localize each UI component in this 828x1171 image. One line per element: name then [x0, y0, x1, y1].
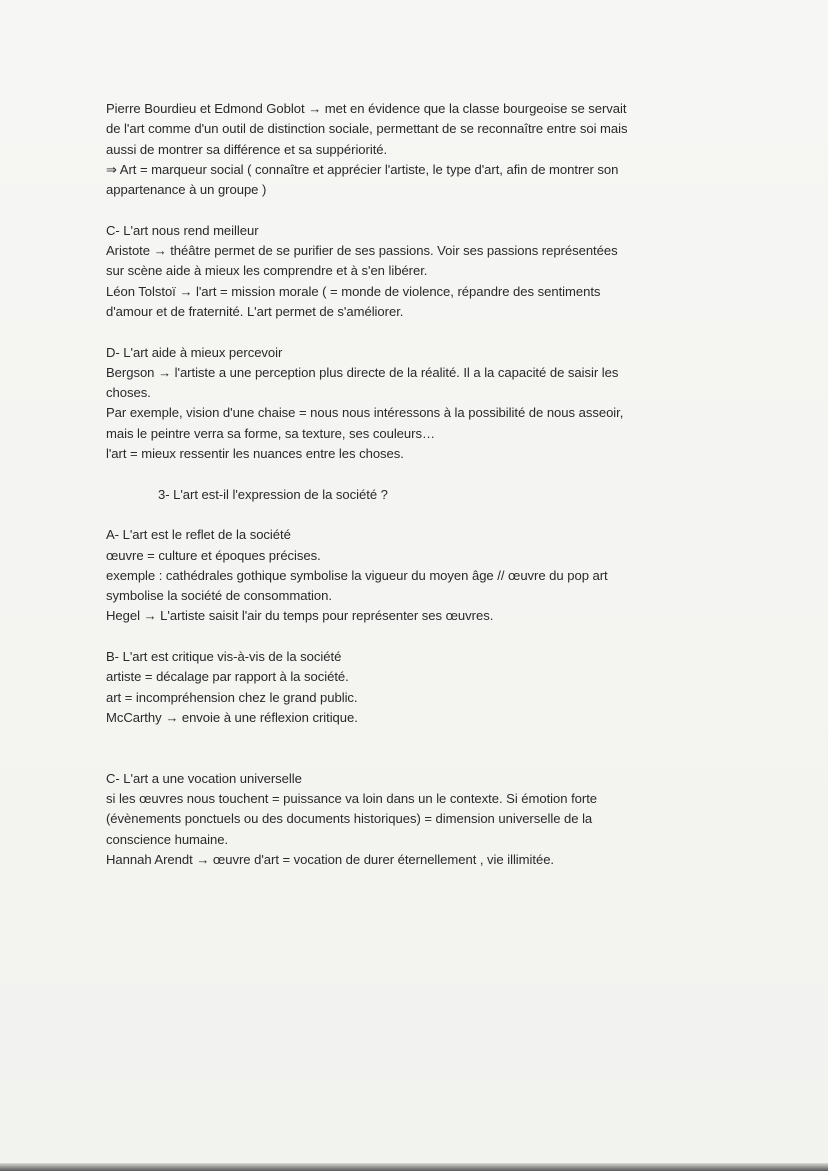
section-heading: C- L'art nous rend meilleur: [106, 222, 259, 238]
text-line: de l'art comme d'un outil de distinction sociale, permettant de se reconnaître entre soi mais: [106, 121, 628, 137]
text-line: d'amour et de fraternité. L'art permet de s'améliorer.: [106, 303, 404, 319]
text-line: McCarthy → envoie à une réflexion critique.: [106, 709, 358, 725]
text-line: Aristote → théâtre permet de se purifier de ses passions. Voir ses passions représentées: [106, 243, 618, 259]
text-line: mais le peintre verra sa forme, sa texture, ses couleurs…: [106, 425, 435, 441]
text-line: Pierre Bourdieu et Edmond Goblot → met en évidence que la classe bourgeoise se servait: [106, 101, 627, 116]
section-heading: A- L'art est le reflet de la société: [106, 527, 291, 543]
section-art-percevoir: [106, 343, 746, 465]
section-critique-societe: [106, 647, 746, 728]
text-line: si les œuvres nous touchent = puissance va loin dans un le contexte. Si émotion forte: [106, 791, 598, 807]
text-line: art = incompréhension chez le grand public.: [106, 689, 358, 705]
spacer: [106, 464, 746, 484]
text-line: ⇒ Art = marqueur social ( connaître et apprécier l'artiste, le type d'art, afin de montrer son: [106, 161, 619, 177]
text-line: Bergson → l'artiste a une perception plus directe de la réalité. Il a la capacité de saisir les: [106, 364, 619, 380]
section-heading: D- L'art aide à mieux percevoir: [106, 344, 283, 360]
text-line: sur scène aide à mieux les comprendre et à s'en libérer.: [106, 263, 428, 279]
text-line: symbolise la société de consommation.: [106, 588, 332, 604]
text-line: l'art = mieux ressentir les nuances entre les choses.: [106, 446, 404, 462]
section-reflet-societe: [106, 525, 746, 626]
page-content: [106, 99, 746, 870]
text-line: œuvre = culture et époques précises.: [106, 547, 321, 563]
text-line: (évènements ponctuels ou des documents historiques) = dimension universelle de la: [106, 811, 593, 827]
text-line: appartenance à un groupe ): [106, 182, 267, 198]
intro-paragraph: [106, 99, 746, 200]
text-line: Hegel → L'artiste saisit l'air du temps pour représenter ses œuvres.: [106, 608, 494, 624]
section-heading: C- L'art a une vocation universelle: [106, 770, 302, 786]
section-art-rend-meilleur: [106, 221, 746, 322]
text-line: exemple : cathédrales gothique symbolise la vigueur du moyen âge // œuvre du pop art: [106, 567, 608, 583]
text-line: Hannah Arendt → œuvre d'art = vocation de durer éternellement , vie illimitée.: [106, 851, 555, 867]
part-heading-3: [106, 485, 746, 505]
part-heading: 3- L'art est-il l'expression de la société ?: [158, 486, 388, 502]
text-line: aussi de montrer sa différence et sa suppériorité.: [106, 141, 388, 157]
text-line: Léon Tolstoï → l'art = mission morale ( = monde de violence, répandre des sentiments: [106, 283, 601, 299]
spacer: [106, 200, 746, 220]
spacer: [106, 505, 746, 525]
text-line: conscience humaine.: [106, 831, 229, 847]
spacer: [106, 322, 746, 342]
section-vocation-universelle: [106, 769, 746, 870]
text-line: choses.: [106, 385, 151, 401]
text-line: Par exemple, vision d'une chaise = nous nous intéressons à la possibilité de nous asseoir,: [106, 405, 624, 421]
spacer: [106, 728, 746, 769]
text-line: artiste = décalage par rapport à la société.: [106, 669, 349, 685]
section-heading: B- L'art est critique vis-à-vis de la société: [106, 649, 342, 665]
spacer: [106, 627, 746, 647]
